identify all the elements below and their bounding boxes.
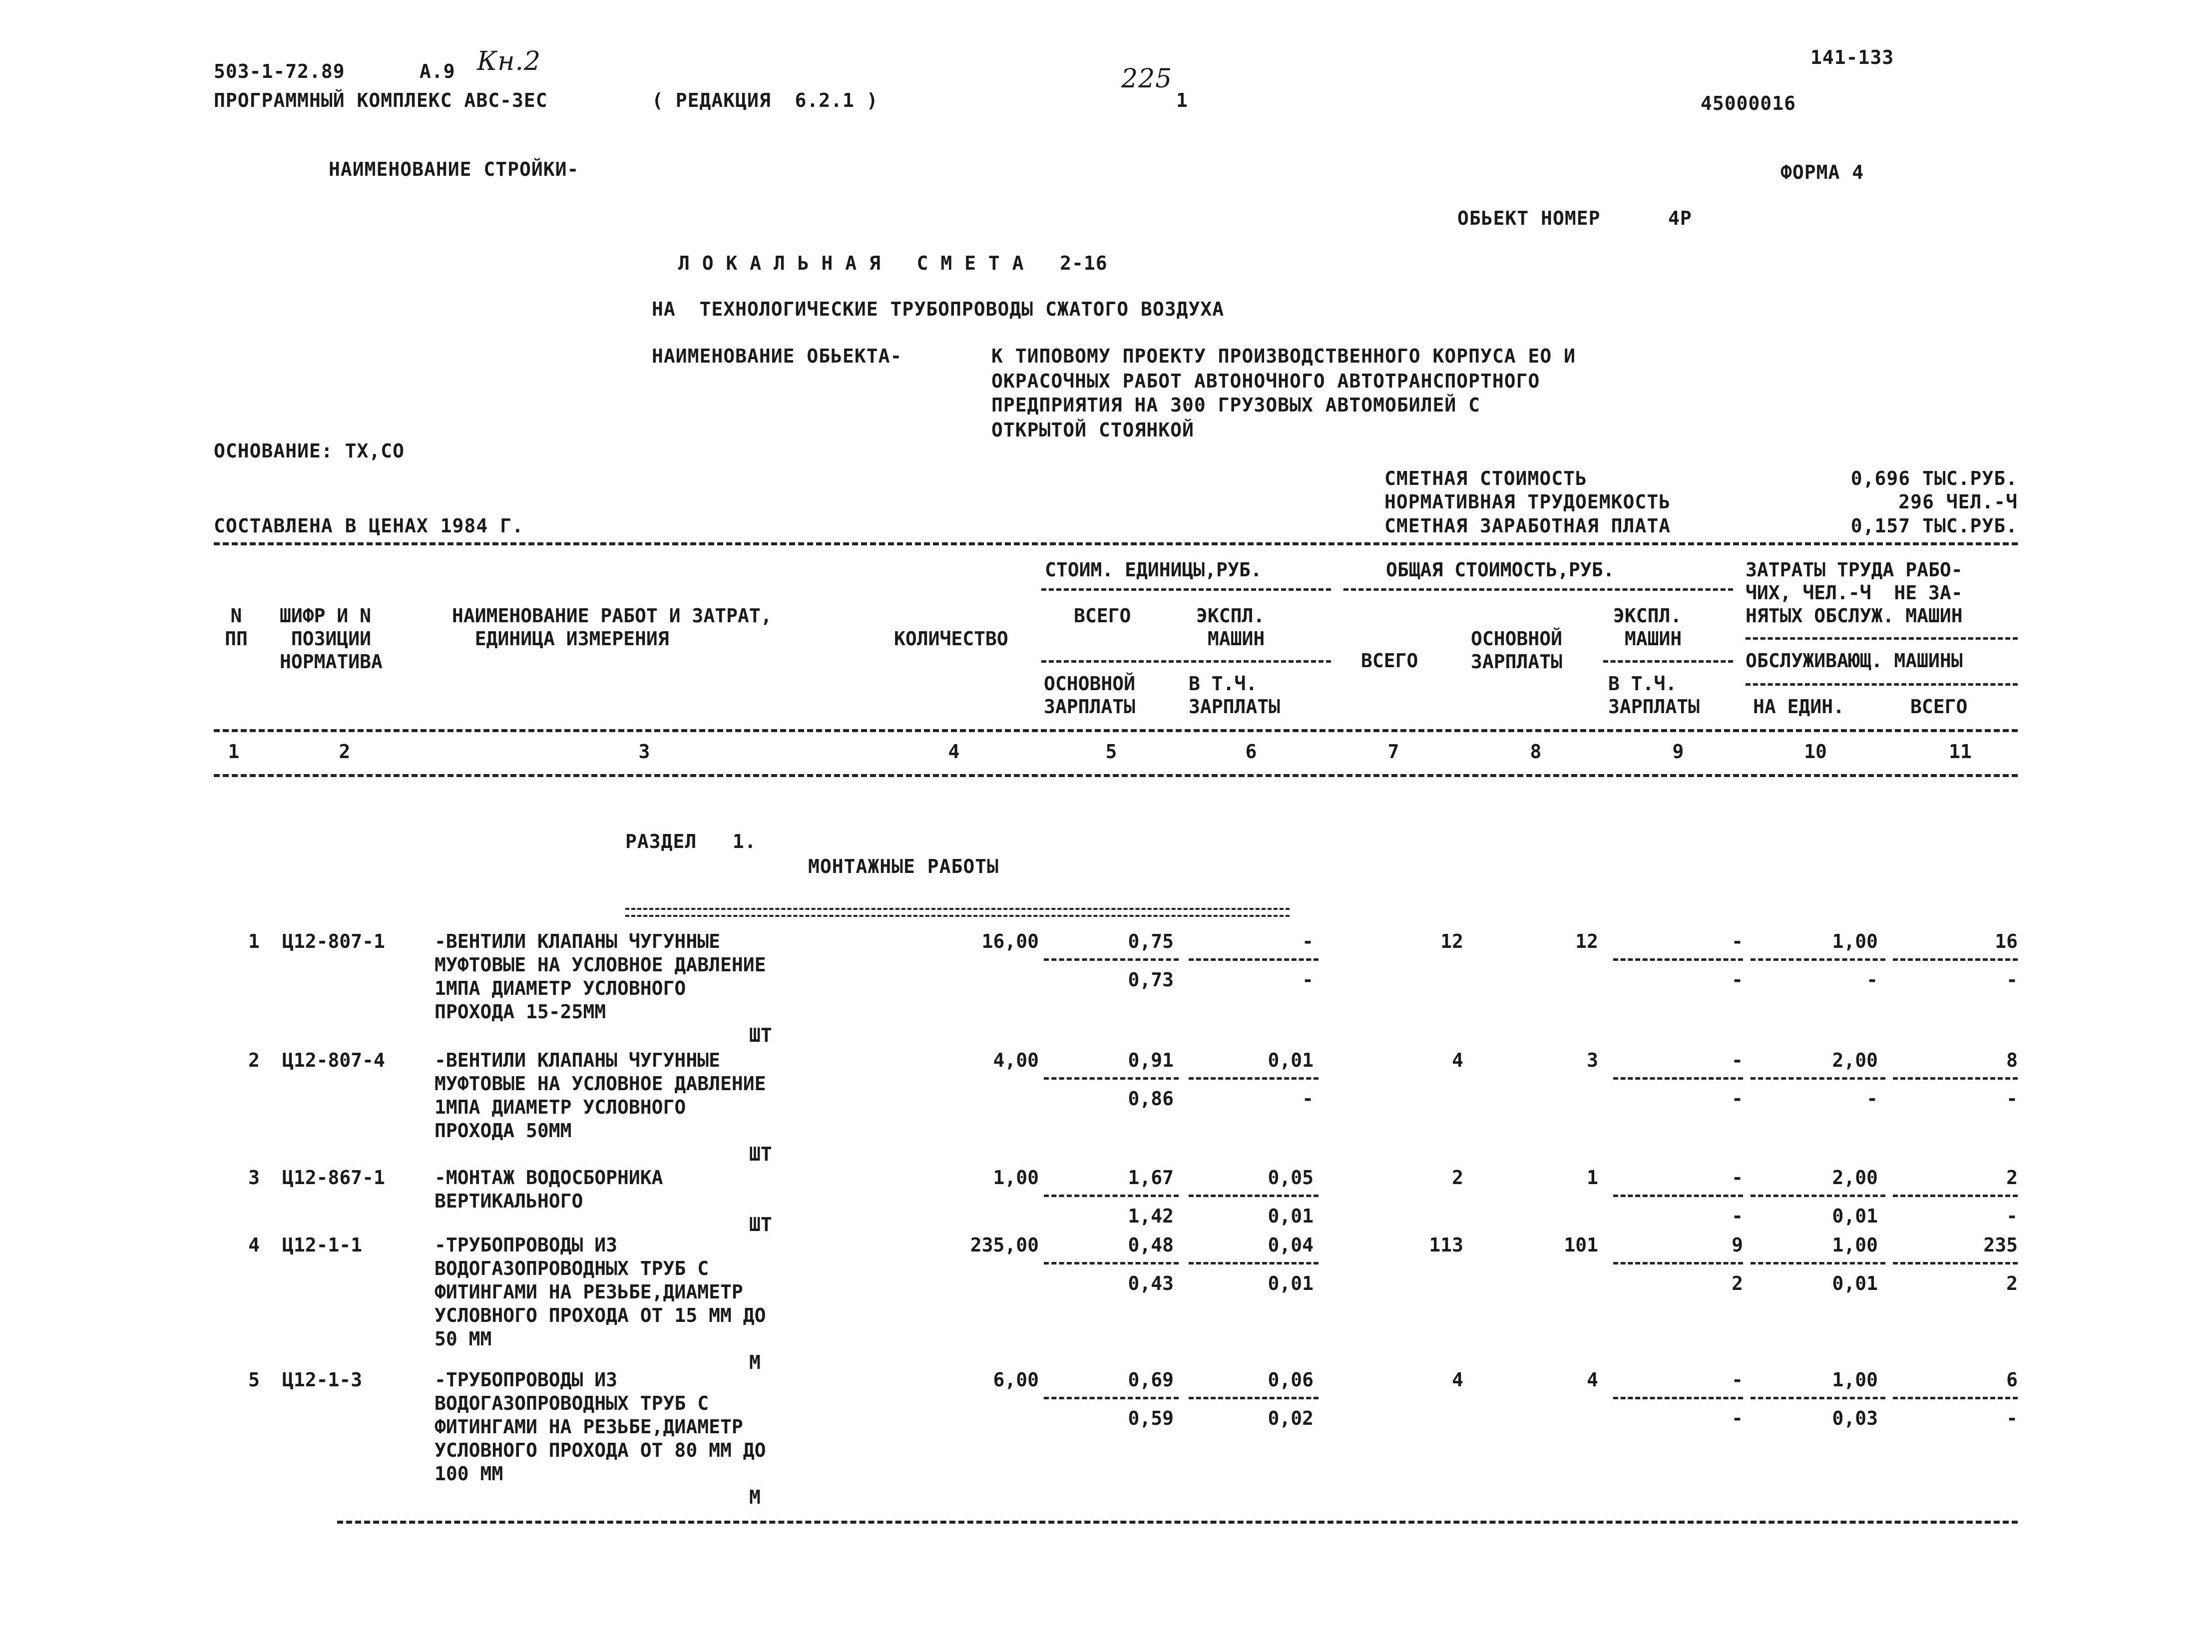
row-c5: 1,67 [1128, 1167, 1174, 1189]
row-c11: 6 [2006, 1369, 2018, 1391]
row-number: 3 [248, 1167, 260, 1189]
row-name-line: -ТРУБОПРОВОДЫ ИЗ [435, 1234, 618, 1256]
col-header-num: N ПП [225, 605, 248, 650]
row-c11: 235 [1983, 1234, 2018, 1256]
col-header-labor-sub: ОБСЛУЖИВАЮЩ. МАШИНЫ [1746, 650, 1963, 672]
row-name-line: ФИТИНГАМИ НА РЕЗЬБЕ,ДИАМЕТР [435, 1416, 743, 1438]
row-c6b: 0,02 [1268, 1407, 1314, 1429]
row-code: Ц12-1-3 [282, 1369, 363, 1391]
summary-value: 296 ЧЕЛ.-Ч [1898, 491, 2018, 513]
col-header-labor: ЗАТРАТЫ ТРУДА РАБО- ЧИХ, ЧЕЛ.-Ч НЕ ЗА- НЯТЫХ ОБСЛУЖ. МАШИН [1746, 559, 1963, 627]
row-name-line: ФИТИНГАМИ НА РЕЗЬБЕ,ДИАМЕТР [435, 1281, 743, 1303]
col-number: 4 [948, 741, 960, 763]
row-c9b: - [1732, 1407, 1743, 1429]
row-c6b: 0,01 [1268, 1272, 1314, 1294]
header-mid-rule [214, 729, 2018, 732]
col-header-total-basic: ОСНОВНОЙ ЗАРПЛАТЫ [1471, 628, 1563, 673]
col-number: 2 [339, 741, 351, 763]
row-c6b: 0,01 [1268, 1205, 1314, 1227]
cell-divider [1044, 1397, 1179, 1399]
col-header-total-all: ВСЕГО [1361, 650, 1418, 672]
row-c11b: - [2006, 1205, 2018, 1227]
row-c6: 0,06 [1268, 1369, 1314, 1391]
cell-divider [1893, 1397, 2018, 1399]
col-header-total-incl: В Т.Ч. ЗАРПЛАТЫ [1608, 673, 1700, 718]
object-name-line: К ТИПОВОМУ ПРОЕКТУ ПРОИЗВОДСТВЕННОГО КОРПУСА ЕО И [991, 345, 1576, 367]
row-c7: 4 [1452, 1369, 1463, 1391]
row-c8: 12 [1575, 930, 1598, 952]
header-bottom-rule [214, 774, 2018, 777]
row-name-line: ВОДОГАЗОПРОВОДНЫХ ТРУБ С [435, 1392, 709, 1414]
row-unit: ШТ [749, 1214, 772, 1236]
row-c5b: 0,43 [1128, 1272, 1174, 1294]
row-c11: 8 [2006, 1049, 2018, 1071]
row-number: 1 [248, 930, 260, 952]
row-code: Ц12-867-1 [282, 1167, 385, 1189]
object-name-label: НАИМЕНОВАНИЕ ОБЬЕКТА- [652, 345, 902, 367]
cell-divider [1044, 1262, 1179, 1264]
row-name-line: -ТРУБОПРОВОДЫ ИЗ [435, 1369, 618, 1391]
row-c9b: - [1732, 1088, 1743, 1110]
cell-divider [1189, 1397, 1319, 1399]
row-name-line: -ВЕНТИЛИ КЛАПАНЫ ЧУГУННЫЕ [435, 1049, 720, 1071]
row-c7: 113 [1429, 1234, 1463, 1256]
cell-divider [1613, 958, 1743, 961]
row-c8: 1 [1587, 1167, 1598, 1189]
col-header-unit-total: ВСЕГО [1074, 605, 1131, 627]
row-c7: 12 [1440, 930, 1463, 952]
row-c11: 16 [1995, 930, 2018, 952]
row-name-line: 100 ММ [435, 1463, 503, 1485]
row-c11b: - [2006, 1088, 2018, 1110]
object-label: ОБЬЕКТ НОМЕР [1457, 207, 1601, 229]
row-name-line: УСЛОВНОГО ПРОХОДА ОТ 15 ММ ДО [435, 1304, 766, 1326]
summary-value: 0,696 ТЫС.РУБ. [1850, 467, 2018, 489]
col-number: 5 [1105, 741, 1117, 763]
row-c9: 9 [1732, 1234, 1743, 1256]
row-unit: ШТ [749, 1024, 772, 1046]
col-number: 3 [638, 741, 650, 763]
col-header-name: НАИМЕНОВАНИЕ РАБОТ И ЗАТРАТ, ЕДИНИЦА ИЗМЕРЕНИЯ [452, 605, 772, 650]
row-c6: 0,05 [1268, 1167, 1314, 1189]
col-header-qty: КОЛИЧЕСТВО [894, 628, 1008, 650]
row-c10b: - [1866, 1088, 1878, 1110]
cell-divider [1893, 958, 2018, 961]
cell-divider [1893, 1195, 2018, 1197]
album-code: А.9 [420, 60, 455, 82]
object-number: 4Р [1668, 207, 1692, 229]
form-id: 45000016 [1701, 92, 1796, 114]
top-right-code: 141-133 [1810, 46, 1894, 68]
row-code: Ц12-1-1 [282, 1234, 363, 1256]
prices-basis: СОСТАВЛЕНА В ЦЕНАХ 1984 Г. [214, 515, 524, 537]
doc-code: 503-1-72.89 [214, 60, 345, 82]
cell-divider [1751, 958, 1885, 961]
row-c10: 1,00 [1832, 930, 1878, 952]
col-number: 8 [1530, 741, 1542, 763]
row-c9: - [1732, 1167, 1743, 1189]
section-label: РАЗДЕЛ 1. [625, 830, 757, 852]
row-name-line: 1МПА ДИАМЕТР УСЛОВНОГО [435, 977, 686, 999]
object-name-line: ОКРАСОЧНЫХ РАБОТ АВТОНОЧНОГО АВТОТРАНСПОРТНОГО [991, 370, 1540, 392]
cell-divider [1751, 1262, 1885, 1264]
cell-divider [1613, 1077, 1743, 1080]
row-c10: 2,00 [1832, 1049, 1878, 1071]
row-c5: 0,69 [1128, 1369, 1174, 1391]
row-c10: 1,00 [1832, 1234, 1878, 1256]
section-name: МОНТАЖНЫЕ РАБОТЫ [808, 855, 999, 877]
row-c9b: - [1732, 969, 1743, 991]
col-header-unit-basic: ОСНОВНОЙ ЗАРПЛАТЫ [1044, 673, 1136, 718]
summary-label: СМЕТНАЯ ЗАРАБОТНАЯ ПЛАТА [1384, 515, 1671, 537]
row-name-line: -ВЕНТИЛИ КЛАПАНЫ ЧУГУННЫЕ [435, 930, 720, 952]
col-number: 1 [228, 741, 240, 763]
summary-label: НОРМАТИВНАЯ ТРУДОЕМКОСТЬ [1384, 491, 1671, 513]
edition: ( РЕДАКЦИЯ 6.2.1 ) [652, 89, 879, 111]
cell-divider [1189, 1077, 1319, 1080]
row-c10: 2,00 [1832, 1167, 1878, 1189]
row-name-line: -МОНТАЖ ВОДОСБОРНИКА [435, 1167, 663, 1189]
row-c9: - [1732, 1049, 1743, 1071]
cell-divider [1044, 958, 1179, 961]
row-unit: М [749, 1486, 761, 1508]
col-header-labor-total: ВСЕГО [1910, 696, 1968, 718]
col-header-unit-incl: В Т.Ч. ЗАРПЛАТЫ [1189, 673, 1281, 718]
col-number: 11 [1949, 741, 1972, 763]
cell-divider [1189, 1262, 1319, 1264]
table-end-rule [337, 1521, 2018, 1524]
row-qty: 1,00 [993, 1167, 1039, 1189]
form-label: ФОРМА 4 [1780, 161, 1864, 183]
cell-divider [1613, 1195, 1743, 1197]
row-c5b: 1,42 [1128, 1205, 1174, 1227]
row-qty: 6,00 [993, 1369, 1039, 1391]
row-c5b: 0,73 [1128, 969, 1174, 991]
page-number: 1 [1176, 89, 1188, 111]
row-qty: 4,00 [993, 1049, 1039, 1071]
col-header-total-cost: ОБЩАЯ СТОИМОСТЬ,РУБ. [1386, 559, 1615, 581]
row-c7: 4 [1452, 1049, 1463, 1071]
cell-divider [1751, 1077, 1885, 1080]
row-c9: - [1732, 1369, 1743, 1391]
row-c6: 0,01 [1268, 1049, 1314, 1071]
row-c10b: 0,03 [1832, 1407, 1878, 1429]
row-unit: ШТ [749, 1143, 772, 1165]
row-qty: 16,00 [981, 930, 1039, 952]
header-top-rule [214, 542, 2018, 545]
row-name-line: МУФТОВЫЕ НА УСЛОВНОЕ ДАВЛЕНИЕ [435, 954, 766, 976]
row-c9: - [1732, 930, 1743, 952]
col-header-unit-mach: ЭКСПЛ. МАШИН [1196, 605, 1265, 650]
cell-divider [1751, 1397, 1885, 1399]
row-name-line: УСЛОВНОГО ПРОХОДА ОТ 80 ММ ДО [435, 1439, 766, 1461]
program-name: ПРОГРАММНЫЙ КОМПЛЕКС АВС-ЗЕС [214, 89, 548, 111]
row-code: Ц12-807-1 [282, 930, 385, 952]
row-c5: 0,91 [1128, 1049, 1174, 1071]
col-header-code: ШИФР И N ПОЗИЦИИ НОРМАТИВА [280, 605, 383, 673]
col-number: 10 [1804, 741, 1827, 763]
estimate-subtitle: НА ТЕХНОЛОГИЧЕСКИЕ ТРУБОПРОВОДЫ СЖАТОГО ВОЗДУХА [652, 298, 1225, 320]
cell-divider [1189, 958, 1319, 961]
object-name-line: ПРЕДПРИЯТИЯ НА 300 ГРУЗОВЫХ АВТОМОБИЛЕЙ С [991, 394, 1480, 416]
construction-name-label: НАИМЕНОВАНИЕ СТРОЙКИ- [329, 158, 579, 180]
row-c9b: 2 [1732, 1272, 1743, 1294]
row-c5: 0,48 [1128, 1234, 1174, 1256]
col-number: 7 [1387, 741, 1399, 763]
row-name-line: ВОДОГАЗОПРОВОДНЫХ ТРУБ С [435, 1257, 709, 1279]
row-name-line: 1МПА ДИАМЕТР УСЛОВНОГО [435, 1096, 686, 1118]
row-c10b: 0,01 [1832, 1205, 1878, 1227]
row-number: 2 [248, 1049, 260, 1071]
row-c9b: - [1732, 1205, 1743, 1227]
row-c5: 0,75 [1128, 930, 1174, 952]
row-name-line: ВЕРТИКАЛЬНОГО [435, 1190, 583, 1212]
row-c6: - [1302, 930, 1314, 952]
row-c11b: 2 [2006, 1272, 2018, 1294]
summary-label: СМЕТНАЯ СТОИМОСТЬ [1384, 467, 1587, 489]
cell-divider [1044, 1195, 1179, 1197]
row-c11b: - [2006, 1407, 2018, 1429]
row-number: 4 [248, 1234, 260, 1256]
row-c5b: 0,86 [1128, 1088, 1174, 1110]
cell-divider [1044, 1077, 1179, 1080]
row-name-line: МУФТОВЫЕ НА УСЛОВНОЕ ДАВЛЕНИЕ [435, 1073, 766, 1095]
row-c11b: - [2006, 969, 2018, 991]
col-number: 6 [1245, 741, 1257, 763]
row-c10: 1,00 [1832, 1369, 1878, 1391]
cell-divider [1893, 1077, 2018, 1080]
row-code: Ц12-807-4 [282, 1049, 385, 1071]
col-header-unit-cost: СТОИМ. ЕДИНИЦЫ,РУБ. [1045, 559, 1262, 581]
row-number: 5 [248, 1369, 260, 1391]
row-c11: 2 [2006, 1167, 2018, 1189]
handwritten-page: 225 [1121, 64, 1173, 94]
row-c6b: - [1302, 969, 1314, 991]
row-c7: 2 [1452, 1167, 1463, 1189]
cell-divider [1613, 1397, 1743, 1399]
cell-divider [1189, 1195, 1319, 1197]
col-header-labor-unit: НА ЕДИН. [1753, 696, 1845, 718]
row-name-line: 50 ММ [435, 1328, 492, 1350]
row-c6: 0,04 [1268, 1234, 1314, 1256]
row-unit: М [749, 1351, 761, 1373]
cell-divider [1751, 1195, 1885, 1197]
row-c10b: - [1866, 969, 1878, 991]
summary-value: 0,157 ТЫС.РУБ. [1850, 515, 2018, 537]
row-c8: 3 [1587, 1049, 1598, 1071]
row-c5b: 0,59 [1128, 1407, 1174, 1429]
row-c8: 4 [1587, 1369, 1598, 1391]
cell-divider [1613, 1262, 1743, 1264]
row-c10b: 0,01 [1832, 1272, 1878, 1294]
estimate-title: Л О К А Л Ь Н А Я С М Е Т А 2-16 [678, 252, 1108, 274]
basis: ОСНОВАНИЕ: ТХ,СО [214, 440, 405, 462]
row-c6b: - [1302, 1088, 1314, 1110]
row-name-line: ПРОХОДА 15-25ММ [435, 1001, 606, 1023]
row-qty: 235,00 [970, 1234, 1039, 1256]
handwritten-book: Кн.2 [477, 46, 541, 76]
cell-divider [1893, 1262, 2018, 1264]
row-c8: 101 [1564, 1234, 1598, 1256]
object-name-line: ОТКРЫТОЙ СТОЯНКОЙ [991, 419, 1194, 441]
col-header-total-mach: ЭКСПЛ. МАШИН [1613, 605, 1682, 650]
col-number: 9 [1672, 741, 1684, 763]
section-rule [625, 908, 1290, 917]
row-name-line: ПРОХОДА 50ММ [435, 1120, 572, 1142]
